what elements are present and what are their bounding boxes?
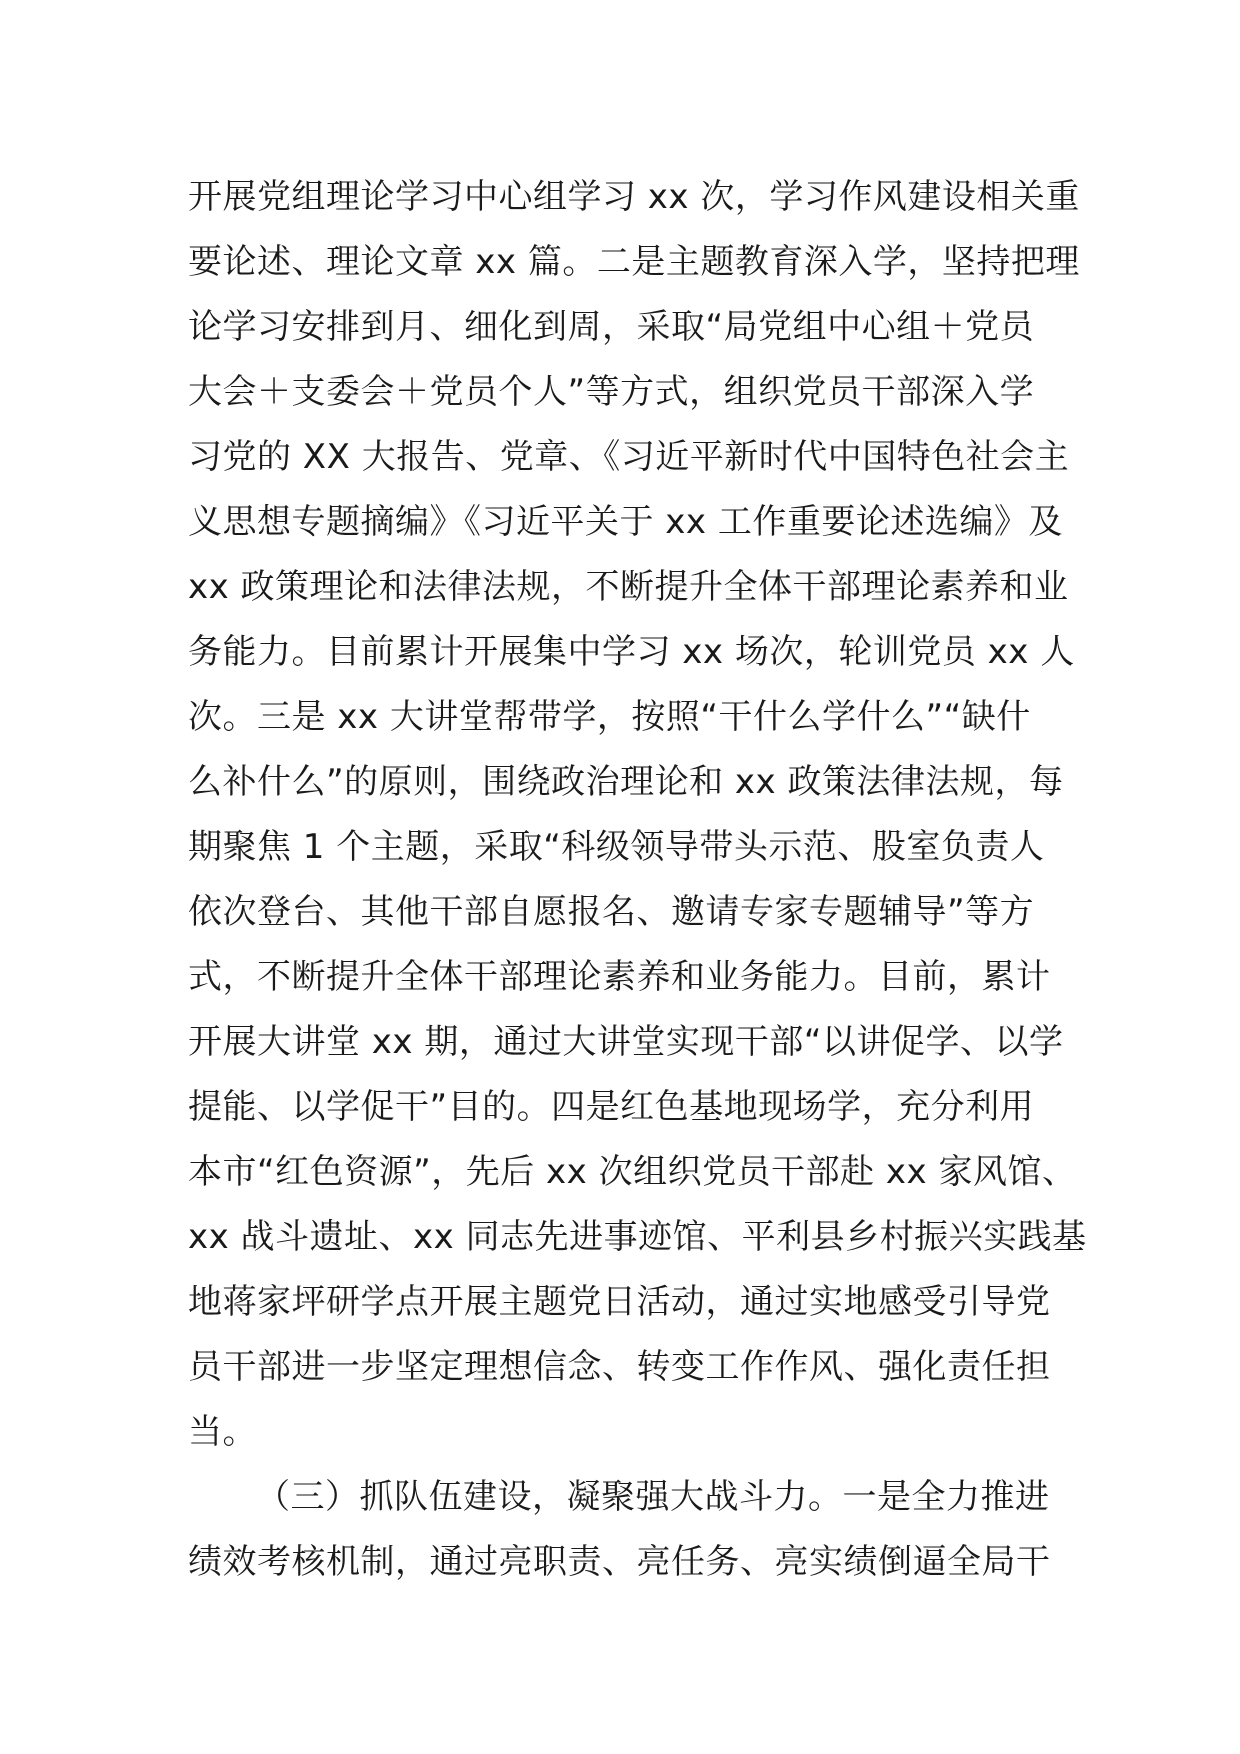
text-line: 提能、以学促干”目的。四是红色基地现场学，充分利用 bbox=[188, 1087, 1035, 1127]
text-line: 期聚焦 1 个主题，采取“科级领导带头示范、股室负责人 bbox=[188, 827, 1045, 867]
text-line: 义思想专题摘编》《习近平关于 xx 工作重要论述选编》及 bbox=[188, 502, 1063, 542]
text-line: 本市“红色资源”，先后 xx 次组织党员干部赴 xx 家风馆、 bbox=[188, 1152, 1077, 1192]
text-line: 员干部进一步坚定理想信念、转变工作作风、强化责任担 bbox=[188, 1347, 1051, 1387]
text-line: 务能力。目前累计开展集中学习 xx 场次，轮训党员 xx 人 bbox=[188, 632, 1075, 672]
text-line: xx 战斗遗址、xx 同志先进事迹馆、平利县乡村振兴实践基 bbox=[188, 1217, 1087, 1257]
text-line: 次。三是 xx 大讲堂帮带学，按照“干什么学什么”“缺什 bbox=[188, 697, 1031, 737]
text-line: 开展大讲堂 xx 期，通过大讲堂实现干部“以讲促学、以学 bbox=[188, 1022, 1064, 1062]
body-text bbox=[188, 165, 1087, 1595]
text-line: 当。 bbox=[188, 1412, 257, 1452]
text-line: xx 政策理论和法律法规，不断提升全体干部理论素养和业 bbox=[188, 567, 1069, 607]
text-line: 大会＋支委会＋党员个人”等方式，组织党员干部深入学 bbox=[188, 372, 1035, 412]
text-line: 习党的 XX 大报告、党章、《习近平新时代中国特色社会主 bbox=[188, 437, 1070, 477]
text-line: 论学习安排到月、细化到周，采取“局党组中心组＋党员 bbox=[188, 307, 1035, 347]
text-line: 么补什么”的原则，围绕政治理论和 xx 政策法律法规，每 bbox=[188, 762, 1064, 802]
text-line: 式，不断提升全体干部理论素养和业务能力。目前，累计 bbox=[188, 957, 1051, 997]
text-line: 依次登台、其他干部自愿报名、邀请专家专题辅导”等方 bbox=[188, 892, 1035, 932]
text-line: 地蒋家坪研学点开展主题党日活动，通过实地感受引导党 bbox=[188, 1282, 1051, 1322]
text-line: 绩效考核机制，通过亮职责、亮任务、亮实绩倒逼全局干 bbox=[188, 1542, 1051, 1582]
text-line: 开展党组理论学习中心组学习 xx 次，学习作风建设相关重 bbox=[188, 177, 1080, 217]
text-line: 要论述、理论文章 xx 篇。二是主题教育深入学，坚持把理 bbox=[188, 242, 1080, 282]
section-heading-line: （三）抓队伍建设，凝聚强大战斗力。一是全力推进 bbox=[256, 1477, 1050, 1517]
